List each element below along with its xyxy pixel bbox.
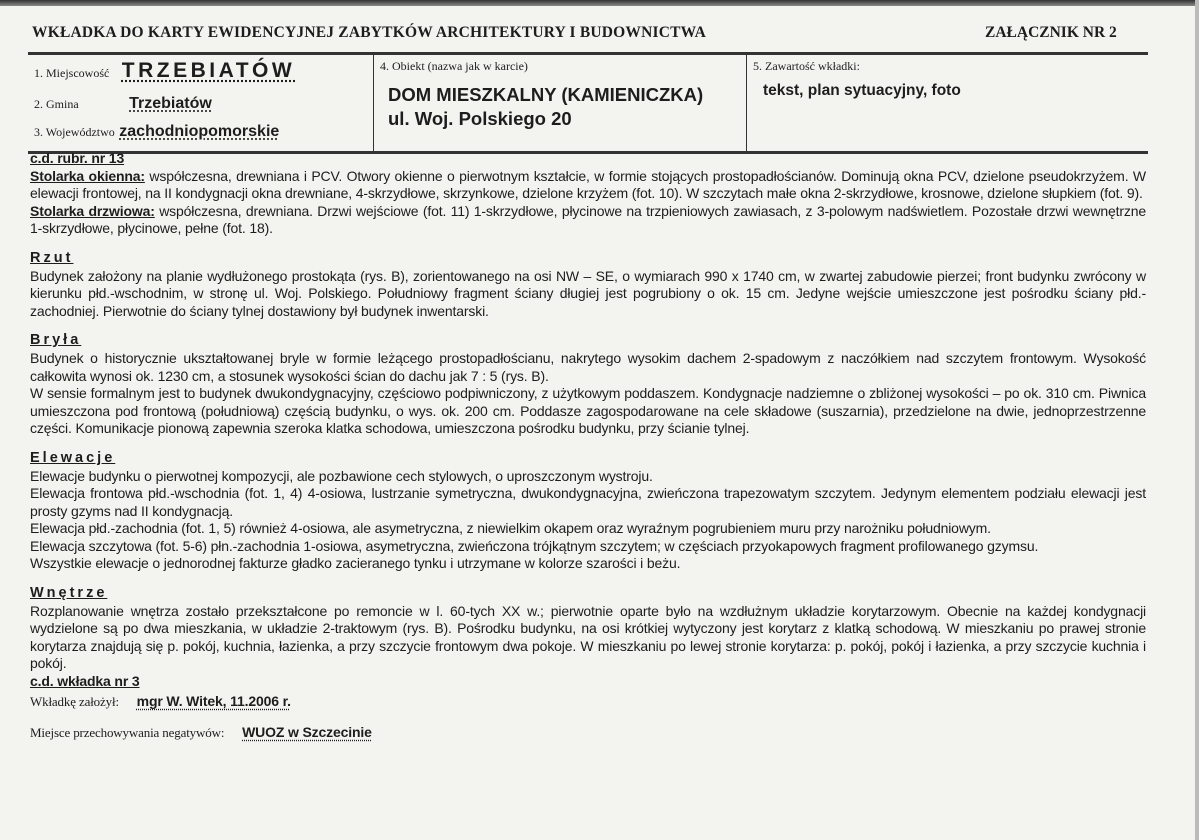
voivodeship-row [34,123,279,141]
author-value: mgr W. Witek, 11.2006 r. [136,692,291,709]
doors-paragraph [30,203,1146,238]
rzut-text: Budynek założony na planie wydłużonego prostokąta (rys. B), zorientowanego na osi NW – SE, o wymiarach 990 x 1740 cm, w zwartej zabudowie pierzei; front budynku zwrócony w kierunku płd.-wschodnim, w stronę ul. Woj. Polskiego. Południowy fragment ściany długiej jest pogrubiony o ok. 15 cm. Jedyne wejście umieszczone jest pośrodku ściany płd.-zachodniej. Pierwotnie do ściany tylnej dostawiony był budynek inwentarski. [30,267,1146,319]
commune-row [34,95,212,113]
object-cell [374,55,747,151]
bryla-text-1: Budynek o historycznie ukształtowanej bryle w formie leżącego prostopadłościanu, nakrytego wysokim dachem 2-spadowym z naczółkiem nad szczytem frontowym. Wysokość całkowita wynosi ok. 1230 cm, a stosunek wysokości ścian do dachu jak 7 : 5 (rys. B). [30,349,1146,384]
object-name-block [388,83,703,131]
location-cell [28,55,374,151]
doors-text: współczesna, drewniana. Drzwi wejściowe (fot. 11) 1-skrzydłowe, płycinowe na trzpieniowych zawiasach, z 3-polowym nadświetlem. Pozostałe drzwi wewnętrzne 1-skrzydłowe, płycinowe, pełne (fot. 18). [30,202,1146,237]
voivodeship-label: 3. Województwo [34,125,115,139]
locality-label: 1. Miejscowość [34,66,110,80]
contents-cell [747,55,1148,151]
wnetrze-text: Rozplanowanie wnętrza zostało przekształcone po remoncie w l. 60-tych XX w.; pierwotnie oparte było na wzdłużnym układzie korytarzowym. Obecnie na każdej kondygnacji wydzielone są po dwa mieszkania, w układzie 2-traktowym (rys. B). Pośrodku budynku, na osi krótkiej wytyczony jest korytarz z klatką schodową. W mieszkaniu po prawej stronie korytarza znajdują się p. pokój, kuchnia, łazienka, a przy szczycie frontowym dwa pokoje. W mieszkaniu po lewej stronie korytarza: p. pokój, pokój i łazienka, a przy szczycie kuchnia i pokój. [30,602,1146,672]
storage-row [30,724,1146,742]
windows-label: Stolarka okienna: [30,167,145,184]
document-title: WKŁADKA DO KARTY EWIDENCYJNEJ ZABYTKÓW ARCHITEKTURY I BUDOWNICTWA [32,24,707,41]
header-table [28,52,1148,154]
scan-edge [0,0,1199,6]
voivodeship-value: zachodniopomorskie [119,123,280,140]
document-body [30,150,1146,742]
section-heading-bryla: Bryła [30,332,82,349]
scan-edge-right [1195,0,1199,840]
section-heading-rzut: Rzut [30,249,74,266]
commune-label: 2. Gmina [34,97,79,111]
contents-label: 5. Zawartość wkładki: [753,59,860,73]
elewacje-text-1: Elewacje budynku o pierwotnej kompozycji, ale pozbawione cech stylowych, o uproszczonym wystroju. [30,467,653,484]
elewacje-text-3: Elewacja płd.-zachodnia (fot. 1, 5) również 4-osiowa, ale asymetryczna, z niewielkim okapem oraz wyraźnym pogrubieniem muru przy narożniku południowym. [30,520,991,537]
bryla-text-2: W sensie formalnym jest to budynek dwukondygnacyjny, częściowo podpiwniczony, z użytkowym poddaszem. Kondygnacje nadziemne o zbliżonej wysokości – po ok. 310 cm. Piwnica umieszczona pod frontową (południową) częścią budynku, o wys. ok. 200 cm. Poddasze zagospodarowane na cele składowe (suszarnia), przedzielone na dwie, jednoprzestrzenne części. Komunikacje pionową zapewnia szeroka klatka schodowa, umieszczona pośrodku budynku, przy ścianie tylnej. [30,385,1146,437]
annex-number: ZAŁĄCZNIK NR 2 [985,24,1117,41]
elewacje-text-4: Elewacja szczytowa (fot. 5-6) płn.-zachodnia 1-osiowa, asymetryczna, zwieńczona trójkątnym szczytem; w częściach przyokapowych fragment profilowanego gzymsu. [30,537,1039,554]
windows-text: współczesna, drewniana i PCV. Otwory okienne o pierwotnym kształcie, w formie stojących prostopadłościanów. Dominują okna PCV, dzielone pseudokrzyżem. W elewacji frontowej, na II kondygnacji okna drewniane, 4-skrzydłowe, skrzynkowe, dzielone krzyżem (fot. 10). W szczytach małe okna 2-skrzydłowe, krosnowe, dzielone słupkiem (fot. 9). [30,167,1146,202]
storage-label: Miejsce przechowywania negatywów: [30,725,225,741]
commune-value: Trzebiatów [129,95,212,112]
author-label: Wkładkę założył: [30,693,119,709]
storage-value: WUOZ w Szczecinie [242,724,372,741]
windows-paragraph [30,168,1146,203]
author-row [30,693,1146,711]
continuation-heading: c.d. rubr. nr 13 [30,150,125,166]
elewacje-text-2: Elewacja frontowa płd.-wschodnia (fot. 1, 4) 4-osiowa, lustrzanie symetryczna, dwukondygnacyjna, zwieńczona trapezowatym szczytem. Jedynym elementem podziału elewacji jest prosty gzyms nad II kondygnacją. [30,485,1146,519]
locality-row [34,59,295,83]
contents-value: tekst, plan sytuacyjny, foto [763,82,961,99]
object-name: DOM MIESZKALNY (KAMIENICZKA) [388,84,704,105]
object-address: ul. Woj. Polskiego 20 [388,108,572,129]
section-heading-wnetrze: Wnętrze [30,585,108,602]
locality-value: TRZEBIATÓW [121,59,296,82]
object-label: 4. Obiekt (nazwa jak w karcie) [380,59,528,73]
elewacje-text-5: Wszystkie elewacje o jednorodnej fakturze gładko zacieranego tynku i utrzymane w kolorze szarości i beżu. [30,555,681,572]
section-heading-elewacje: Elewacje [30,449,116,466]
continuation-heading-2: c.d. wkładka nr 3 [30,673,140,690]
doors-label: Stolarka drzwiowa: [30,202,155,219]
